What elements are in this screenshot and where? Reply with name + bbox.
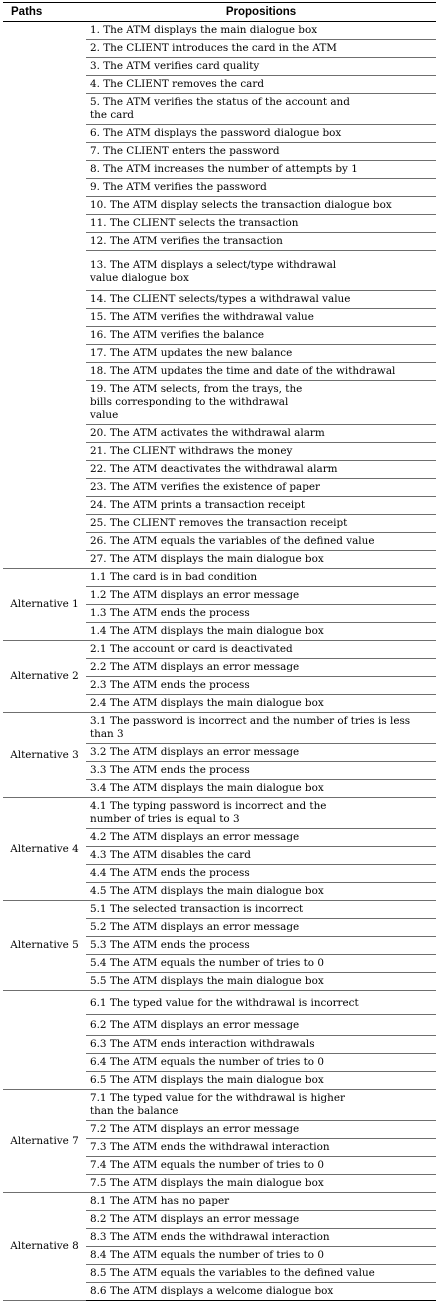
proposition-text: 22. The ATM deactivates the withdrawal alarm xyxy=(90,463,338,475)
proposition-cell xyxy=(86,443,436,461)
proposition-cell xyxy=(86,937,436,955)
proposition-text: 3.2 The ATM displays an error message xyxy=(90,746,300,758)
proposition-cell xyxy=(86,1090,436,1121)
proposition-text: 7.4 The ATM equals the number of tries to 0 xyxy=(90,1159,324,1171)
proposition-cell xyxy=(86,233,436,251)
proposition-cell xyxy=(86,991,436,1015)
proposition-cell xyxy=(86,94,436,125)
path-label-cell: Alternative 3 xyxy=(3,713,86,798)
proposition-cell xyxy=(86,143,436,161)
table-row xyxy=(3,22,436,40)
proposition-text: 3. The ATM verifies card quality xyxy=(90,60,260,72)
proposition-text: 2.4 The ATM displays the main dialogue box xyxy=(90,697,324,709)
proposition-cell xyxy=(86,291,436,309)
proposition-cell xyxy=(86,955,436,973)
proposition-cell xyxy=(86,215,436,233)
proposition-text: 24. The ATM prints a transaction receipt xyxy=(90,499,306,511)
proposition-cell xyxy=(86,1193,436,1211)
proposition-text: 10. The ATM display selects the transaction dialogue box xyxy=(90,199,392,211)
table-row xyxy=(3,901,436,919)
proposition-text: 7.3 The ATM ends the withdrawal interaction xyxy=(90,1141,330,1153)
proposition-cell xyxy=(86,1211,436,1229)
proposition-text: 5.4 The ATM equals the number of tries to 0 xyxy=(90,957,324,969)
path-label-cell: Alternative 2 xyxy=(3,641,86,713)
proposition-text: 12. The ATM verifies the transaction xyxy=(90,235,283,247)
proposition-cell xyxy=(86,1229,436,1247)
proposition-text: 5.2 The ATM displays an error message xyxy=(90,921,300,933)
path-label-cell: Alternative 8 xyxy=(3,1193,86,1301)
proposition-text: 4. The CLIENT removes the card xyxy=(90,78,264,90)
proposition-text: 8.2 The ATM displays an error message xyxy=(90,1213,300,1225)
proposition-text: 6.4 The ATM equals the number of tries to 0 xyxy=(90,1056,324,1068)
proposition-cell xyxy=(86,623,436,641)
proposition-cell xyxy=(86,695,436,713)
proposition-cell xyxy=(86,363,436,381)
proposition-text: 1.3 The ATM ends the process xyxy=(90,607,250,619)
proposition-cell xyxy=(86,641,436,659)
proposition-cell xyxy=(86,865,436,883)
path-label-cell: Alternative 7 xyxy=(3,1090,86,1193)
proposition-cell xyxy=(86,1139,436,1157)
proposition-text: 6. The ATM displays the password dialogue box xyxy=(90,127,342,139)
proposition-cell xyxy=(86,251,436,291)
proposition-cell xyxy=(86,1072,436,1090)
proposition-text: 15. The ATM verifies the withdrawal value xyxy=(90,311,314,323)
table-row xyxy=(3,713,436,744)
proposition-text: 11. The CLIENT selects the transaction xyxy=(90,217,299,229)
proposition-cell xyxy=(86,659,436,677)
proposition-cell xyxy=(86,1175,436,1193)
proposition-cell xyxy=(86,1283,436,1301)
proposition-text: 4.3 The ATM disables the card xyxy=(90,849,251,861)
table-body xyxy=(3,22,436,1301)
proposition-text: 5. The ATM verifies the status of the account and the card xyxy=(90,96,350,121)
proposition-cell xyxy=(86,381,436,425)
proposition-text: 6.3 The ATM ends interaction withdrawals xyxy=(90,1038,315,1050)
proposition-cell xyxy=(86,497,436,515)
proposition-text: 17. The ATM updates the new balance xyxy=(90,347,293,359)
proposition-text: 18. The ATM updates the time and date of the withdrawal xyxy=(90,365,396,377)
proposition-text: 8.4 The ATM equals the number of tries to 0 xyxy=(90,1249,324,1261)
table-row xyxy=(3,1090,436,1121)
proposition-cell xyxy=(86,847,436,865)
table-row xyxy=(3,991,436,1015)
proposition-text: 6.5 The ATM displays the main dialogue box xyxy=(90,1074,324,1086)
table-row xyxy=(3,1193,436,1211)
proposition-cell xyxy=(86,197,436,215)
paths-column-header: Paths xyxy=(3,3,86,22)
proposition-text: 3.1 The password is incorrect and the number of tries is less than 3 xyxy=(90,715,411,740)
proposition-text: 21. The CLIENT withdraws the money xyxy=(90,445,293,457)
proposition-text: 7.5 The ATM displays the main dialogue box xyxy=(90,1177,324,1189)
proposition-cell xyxy=(86,587,436,605)
proposition-cell xyxy=(86,1157,436,1175)
proposition-cell xyxy=(86,76,436,94)
proposition-cell xyxy=(86,461,436,479)
proposition-text: 14. The CLIENT selects/types a withdrawal value xyxy=(90,293,351,305)
proposition-cell xyxy=(86,479,436,497)
proposition-text: 4.5 The ATM displays the main dialogue box xyxy=(90,885,324,897)
proposition-text: 7.1 The typed value for the withdrawal is higher than the balance xyxy=(90,1092,345,1117)
proposition-cell xyxy=(86,780,436,798)
proposition-cell xyxy=(86,22,436,40)
path-label-cell: Alternative 5 xyxy=(3,901,86,991)
proposition-text: 20. The ATM activates the withdrawal alarm xyxy=(90,427,325,439)
table-row xyxy=(3,569,436,587)
proposition-text: 4.2 The ATM displays an error message xyxy=(90,831,300,843)
proposition-text: 1.1 The card is in bad condition xyxy=(90,571,258,583)
proposition-cell xyxy=(86,713,436,744)
proposition-text: 27. The ATM displays the main dialogue box xyxy=(90,553,324,565)
proposition-text: 3.4 The ATM displays the main dialogue box xyxy=(90,782,324,794)
proposition-cell xyxy=(86,1015,436,1036)
proposition-text: 23. The ATM verifies the existence of paper xyxy=(90,481,321,493)
path-label-cell xyxy=(3,991,86,1090)
proposition-cell xyxy=(86,327,436,345)
proposition-text: 7. The CLIENT enters the password xyxy=(90,145,280,157)
proposition-cell xyxy=(86,973,436,991)
proposition-cell xyxy=(86,425,436,443)
table-header xyxy=(3,3,436,22)
proposition-text: 19. The ATM selects, from the trays, the bills corresponding to the withdrawal value xyxy=(90,383,303,421)
proposition-text: 4.4 The ATM ends the process xyxy=(90,867,250,879)
proposition-cell xyxy=(86,309,436,327)
proposition-cell xyxy=(86,883,436,901)
proposition-text: 6.1 The typed value for the withdrawal is incorrect xyxy=(90,997,359,1009)
proposition-text: 3.3 The ATM ends the process xyxy=(90,764,250,776)
proposition-cell xyxy=(86,762,436,780)
propositions-column-header: Propositions xyxy=(86,3,436,22)
paths-propositions-table xyxy=(3,2,436,1301)
proposition-cell xyxy=(86,919,436,937)
proposition-cell xyxy=(86,1121,436,1139)
proposition-text: 8.6 The ATM displays a welcome dialogue box xyxy=(90,1285,334,1297)
propositions-table-container xyxy=(3,2,436,1301)
proposition-text: 5.3 The ATM ends the process xyxy=(90,939,250,951)
proposition-text: 1.2 The ATM displays an error message xyxy=(90,589,300,601)
proposition-cell xyxy=(86,605,436,623)
proposition-text: 5.5 The ATM displays the main dialogue box xyxy=(90,975,324,987)
proposition-text: 8.3 The ATM ends the withdrawal interaction xyxy=(90,1231,330,1243)
proposition-text: 5.1 The selected transaction is incorrect xyxy=(90,903,304,915)
proposition-text: 8. The ATM increases the number of attempts by 1 xyxy=(90,163,358,175)
proposition-text: 13. The ATM displays a select/type withdrawal value dialogue box xyxy=(90,259,337,284)
proposition-cell xyxy=(86,1247,436,1265)
proposition-cell xyxy=(86,901,436,919)
path-label-cell xyxy=(3,22,86,569)
proposition-cell xyxy=(86,161,436,179)
proposition-cell xyxy=(86,677,436,695)
proposition-text: 1. The ATM displays the main dialogue box xyxy=(90,24,318,36)
proposition-cell xyxy=(86,744,436,762)
proposition-text: 16. The ATM verifies the balance xyxy=(90,329,265,341)
proposition-cell xyxy=(86,551,436,569)
header-row xyxy=(3,3,436,22)
proposition-text: 8.5 The ATM equals the variables to the defined value xyxy=(90,1267,375,1279)
proposition-text: 9. The ATM verifies the password xyxy=(90,181,267,193)
proposition-cell xyxy=(86,829,436,847)
proposition-text: 4.1 The typing password is incorrect and the number of tries is equal to 3 xyxy=(90,800,327,825)
proposition-cell xyxy=(86,798,436,829)
proposition-cell xyxy=(86,125,436,143)
proposition-cell xyxy=(86,1054,436,1072)
proposition-cell xyxy=(86,345,436,363)
proposition-cell xyxy=(86,58,436,76)
proposition-text: 2.2 The ATM displays an error message xyxy=(90,661,300,673)
proposition-cell xyxy=(86,569,436,587)
proposition-text: 1.4 The ATM displays the main dialogue box xyxy=(90,625,324,637)
proposition-cell xyxy=(86,515,436,533)
proposition-text: 26. The ATM equals the variables of the defined value xyxy=(90,535,375,547)
proposition-cell xyxy=(86,1265,436,1283)
proposition-cell xyxy=(86,40,436,58)
proposition-cell xyxy=(86,533,436,551)
path-label-cell: Alternative 4 xyxy=(3,798,86,901)
proposition-text: 6.2 The ATM displays an error message xyxy=(90,1019,300,1031)
table-row xyxy=(3,641,436,659)
proposition-text: 2.3 The ATM ends the process xyxy=(90,679,250,691)
proposition-text: 7.2 The ATM displays an error message xyxy=(90,1123,300,1135)
table-row xyxy=(3,798,436,829)
proposition-cell xyxy=(86,1036,436,1054)
proposition-text: 8.1 The ATM has no paper xyxy=(90,1195,230,1207)
path-label-cell: Alternative 1 xyxy=(3,569,86,641)
proposition-cell xyxy=(86,179,436,197)
proposition-text: 2. The CLIENT introduces the card in the ATM xyxy=(90,42,337,54)
proposition-text: 25. The CLIENT removes the transaction receipt xyxy=(90,517,348,529)
proposition-text: 2.1 The account or card is deactivated xyxy=(90,643,293,655)
